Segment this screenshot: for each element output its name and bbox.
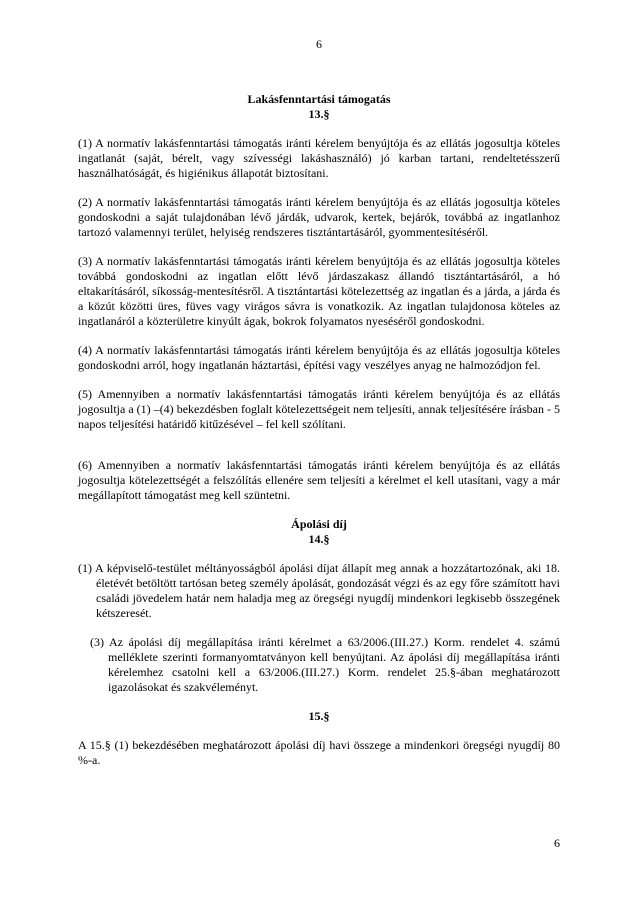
section2-paragraph-1: (1) A képviselő-testület méltányosságból ápolási díjat állapít meg annak a hozzátartozónak, aki 18. életévét betöltött tartósan beteg személy ápolását, gondozását végzi és az egy főre számított havi családi jövedelem határ nem haladja meg az öregségi nyugdíj mindenkori legkisebb összegének kétszeresét.	[78, 561, 560, 620]
paragraph-mark-13: 13.§	[308, 107, 330, 121]
top-page-number: 6	[316, 37, 322, 51]
section1-paragraph-6: (6) Amennyiben a normatív lakásfenntartási támogatás iránti kérelem benyújtója és az ellátás jogosultja kötelezettségét a felszólítás ellenére sem teljesíti a kérelmet el kell utasítani, vagy a már megállapított támogatást meg kell szüntetni.	[78, 458, 560, 502]
section-title-lakasfenntartasi: Lakásfenntartási támogatás	[247, 92, 391, 106]
bottom-page-number: 6	[554, 836, 560, 850]
section1-paragraph-3: (3) A normatív lakásfenntartási támogatás iránti kérelem benyújtója és az ellátás jogosultja köteles továbbá gondoskodni az ingatlan előtt lévő járdaszakasz állandó tisztántartásáról, a hó eltakarításáról, síkosság-mentesítésről. A tisztántartási kötelezettség az ingatlan és a járda, a járda és a közút közötti üres, füves vagy virágos sávra is vonatkozik. Az ingatlan tulajdonosa köteles az ingatlanáról a közterületre kinyúlt ágak, bokrok folyamatos nyeséséről gondoskodni.	[78, 254, 560, 328]
section-title-apolasi-dij: Ápolási díj	[291, 517, 347, 531]
section1-paragraph-4: (4) A normatív lakásfenntartási támogatás iránti kérelem benyújtója és az ellátás jogosultja köteles gondoskodni arról, hogy ingatlanán háztartási, építési vagy veszélyes anyag ne halmozódjon fel.	[78, 343, 560, 372]
paragraph-mark-14: 14.§	[308, 532, 330, 546]
paragraph-mark-15: 15.§	[308, 709, 330, 723]
section1-paragraph-2: (2) A normatív lakásfenntartási támogatás iránti kérelem benyújtója és az ellátás jogosultja köteles gondoskodni a saját tulajdonában lévő járdák, udvarok, kertek, bejárók, továbbá az ingatlanhoz tartozó valamennyi terület, helyiség rendszeres tisztántartásáról, gyommentesítéséről.	[78, 195, 560, 239]
section3-paragraph-1: A 15.§ (1) bekezdésében meghatározott ápolási díj havi összege a mindenkori öregségi nyugdíj 80 %-a.	[78, 738, 560, 767]
section1-paragraph-1: (1) A normatív lakásfenntartási támogatás iránti kérelem benyújtója és az ellátás jogosultja köteles ingatlanát (saját, bérelt, vagy szívességi lakáshasználó) jó karban tartani, rendeltetésszerű használhatóságát, és higiénikus állapotát biztosítani.	[78, 136, 560, 180]
section1-paragraph-5: (5) Amennyiben a normatív lakásfenntartási támogatás iránti kérelem benyújtója és az ellátás jogosultja a (1) –(4) bekezdésben foglalt kötelezettségeit nem teljesíti, annak teljesítésére írásban - 5 napos teljesítési határidő kitűzésével – fel kell szólítani.	[78, 387, 560, 431]
document-body	[78, 92, 560, 768]
section2-paragraph-3: (3) Az ápolási díj megállapítása iránti kérelmet a 63/2006.(III.27.) Korm. rendelet 4. számú melléklete szerinti formanyomtatványon kell benyújtani. Az ápolási díj megállapítása iránti kérelemhez csatolni kell a 63/2006.(III.27.) Korm. rendelet 25.§-ában meghatározott igazolásokat és szakvéleményt.	[90, 635, 560, 694]
